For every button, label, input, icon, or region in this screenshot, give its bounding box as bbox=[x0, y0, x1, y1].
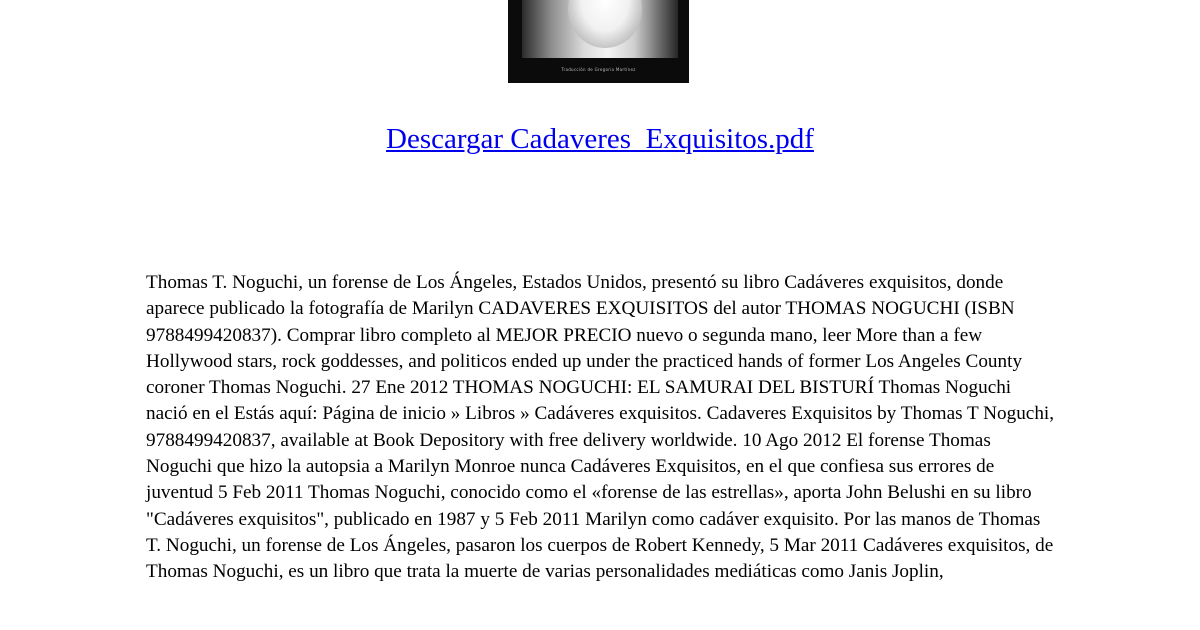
description-paragraph: Thomas T. Noguchi, un forense de Los Ángeles, Estados Unidos, presentó su libro Cadáveres exquisitos, donde aparece publicado la fotografía de Marilyn CADAVERES EXQUISITOS del autor THOMAS NOGUCHI (ISBN 9788499420837). Comprar libro completo al MEJOR PRECIO nuevo o segunda mano, leer More than a few Hollywood stars, rock goddesses, and politicos ended up under the practiced hands of former Los Angeles County coroner Thomas Noguchi. 27 Ene 2012 THOMAS NOGUCHI: EL SAMURAI DEL BISTURÍ Thomas Noguchi nació en el Estás aquí: Página de inicio » Libros » Cadáveres exquisitos. Cadaveres Exquisitos by Thomas T Noguchi, 9788499420837, available at Book Depository with free delivery worldwide. 10 Ago 2012 El forense Thomas Noguchi que hizo la autopsia a Marilyn Monroe nunca Cadáveres Exquisitos, en el que confiesa sus errores de juventud 5 Feb 2011 Thomas Noguchi, conocido como el «forense de las estrellas», aporta John Belushi en su libro "Cadáveres exquisitos", publicado en 1987 y 5 Feb 2011 Marilyn como cadáver exquisito. Por las manos de Thomas T. Noguchi, un forense de Los Ángeles, pasaron los cuerpos de Robert Kennedy, 5 Mar 2011 Cadáveres exquisitos, de Thomas Noguchi, es un libro que trata la muerte de varias personalidades mediáticas como Janis Joplin, bbox=[146, 272, 1055, 583]
cover-portrait bbox=[568, 0, 642, 48]
cover-caption: Traducción de Gregorio Martínez bbox=[561, 67, 636, 72]
download-link-row bbox=[0, 119, 1200, 159]
cover-photo bbox=[522, 0, 678, 58]
book-cover-image bbox=[508, 0, 689, 83]
download-pdf-link[interactable]: Descargar Cadaveres_Exquisitos.pdf bbox=[386, 123, 814, 155]
